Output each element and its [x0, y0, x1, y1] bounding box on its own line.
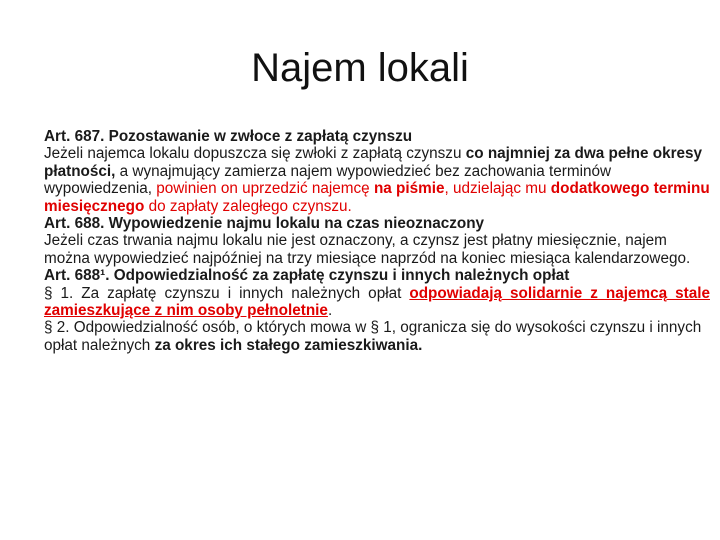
- art-688-heading: [44, 215, 710, 232]
- art-687-text-6: , udzielając mu: [444, 180, 551, 198]
- art-6881-par-2-b: za okres ich stałego zamieszkiwania.: [154, 336, 423, 354]
- art-687-text-4: powinien on uprzedzić najemcę: [156, 180, 374, 198]
- slide-title: Najem lokali: [251, 46, 469, 90]
- art-687-text-2: co najmniej za dwa pełne okresy płatności,: [44, 145, 703, 180]
- art-6881-par-1-c: .: [327, 302, 333, 320]
- art-687-text-5: na piśmie: [373, 180, 445, 198]
- art-687-text-7: dodatkowego terminu miesięcznego: [44, 180, 710, 215]
- art-6881-par-1-b: odpowiadają solidarnie z najemcą stale zamieszkujące z nim osoby pełnoletnie: [44, 284, 710, 320]
- art-688-text: Jeżeli czas trwania najmu lokalu nie jest oznaczony, a czynsz jest płatny miesięcznie, najem można wypowiedzieć najpóźniej na trzy miesiące naprzód na koniec miesiąca kalendarzowego.: [44, 232, 691, 267]
- art-6881-par-2-a: § 2. Odpowiedzialność osób, o których mowa w § 1, ogranicza się do wysokości czynszu i innych opłat należnych: [44, 319, 702, 354]
- art-687-heading: [44, 128, 710, 145]
- art-687-text-1: Jeżeli najemca lokalu dopuszcza się zwłoki z zapłatą czynszu: [44, 145, 466, 163]
- art-687-text-8: do zapłaty zaległego czynszu.: [144, 197, 352, 215]
- art-688-heading-text: Art. 688. Wypowiedzenie najmu lokalu na czas nieoznaczony: [44, 215, 485, 233]
- art-6881-par-2: [44, 319, 710, 354]
- art-6881-par-1: [44, 285, 710, 320]
- slide-body: [44, 128, 710, 354]
- art-6881-heading-text: Art. 688¹. Odpowiedzialność za zapłatę czynszu i innych należnych opłat: [44, 267, 570, 285]
- art-6881-par-1-a: § 1. Za zapłatę czynszu i innych należnych opłat: [44, 284, 410, 302]
- art-6881-heading: [44, 267, 710, 284]
- art-687-text: [44, 145, 710, 215]
- art-687-text-3: a wynajmujący zamierza najem wypowiedzieć bez zachowania terminów wypowiedzenia,: [44, 162, 612, 198]
- art-687-heading-text: Art. 687. Pozostawanie w zwłoce z zapłatą czynszu: [44, 128, 413, 145]
